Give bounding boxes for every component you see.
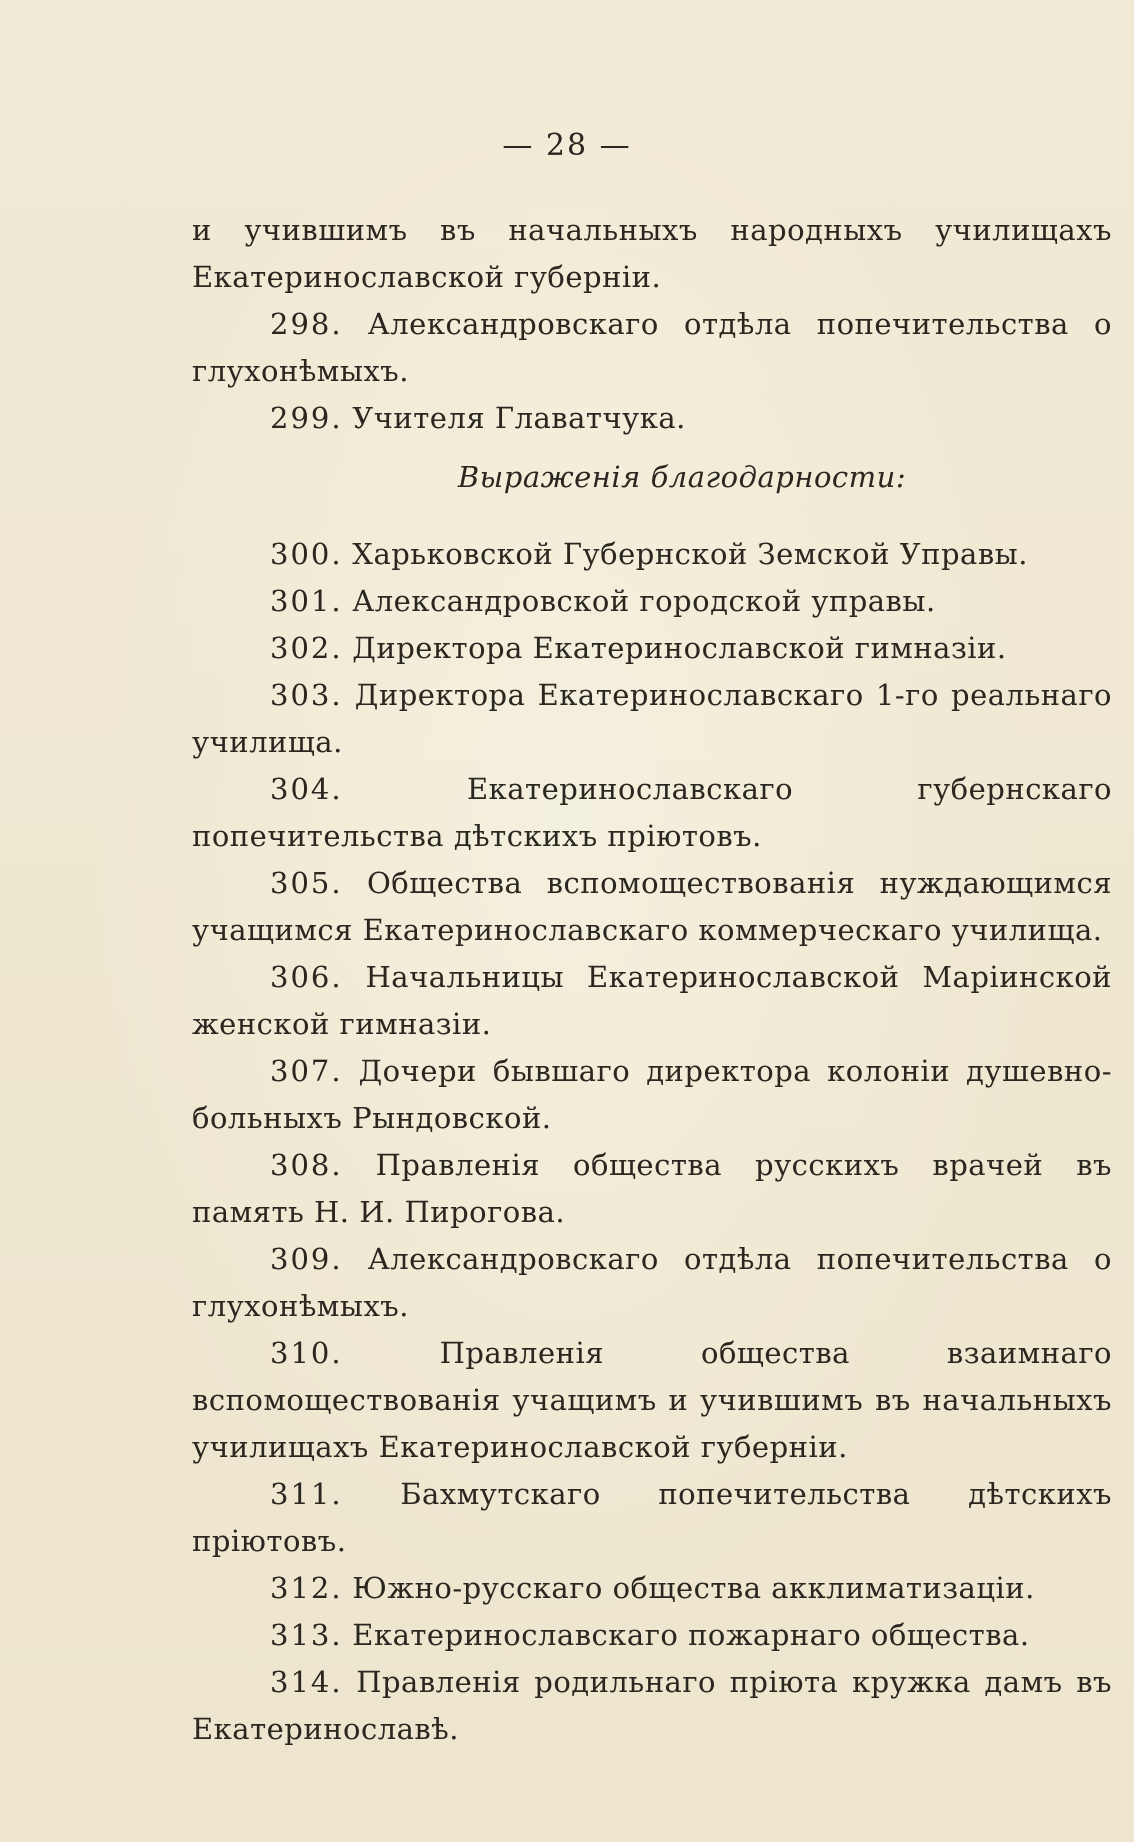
entry-number: 309. bbox=[270, 1242, 343, 1276]
entry-number: 305. bbox=[270, 866, 343, 900]
entry-298 bbox=[192, 301, 1112, 395]
entry-text: Общества вспомоществованія нуждающимся учащимся Екатеринославскаго коммерческаго училища. bbox=[192, 866, 1113, 947]
entry-text: Дочери бывшаго директора колоніи душевно-больныхъ Рындовской. bbox=[192, 1054, 1113, 1135]
page-number: — 28 — bbox=[502, 128, 632, 163]
entry-text: Харьковской Губернской Земской Управы. bbox=[352, 537, 1028, 571]
entry-number: 306. bbox=[270, 960, 343, 994]
entry-text: Александровскаго отдѣла попечительства о глухонѣмыхъ. bbox=[192, 307, 1112, 388]
entry-number: 300. bbox=[270, 537, 343, 571]
entry-305 bbox=[192, 860, 1112, 954]
entry-text: Екатеринославскаго губернскаго попечительства дѣтскихъ пріютовъ. bbox=[192, 772, 1112, 853]
entry-text: Бахмутскаго попечительства дѣтскихъ пріютовъ. bbox=[192, 1477, 1112, 1558]
entry-303 bbox=[192, 672, 1112, 766]
entries-after bbox=[192, 531, 1112, 1753]
entry-number: 314. bbox=[270, 1665, 343, 1699]
entry-text: Александровской городской управы. bbox=[352, 584, 936, 618]
entry-number: 304. bbox=[270, 772, 343, 806]
entry-text: Правленія общества русскихъ врачей въ память Н. И. Пирогова. bbox=[192, 1148, 1113, 1229]
entry-number: 307. bbox=[270, 1054, 343, 1088]
entry-number: 312. bbox=[270, 1571, 343, 1605]
entry-text: Начальницы Екатеринославской Маріинской женской гимназіи. bbox=[192, 960, 1113, 1041]
entry-number: 310. bbox=[270, 1336, 343, 1370]
entry-301 bbox=[192, 578, 1112, 625]
entry-text: Директора Екатеринославскаго 1-го реальнаго училища. bbox=[192, 678, 1113, 759]
entry-311 bbox=[192, 1471, 1112, 1565]
entry-number: 298. bbox=[270, 307, 343, 341]
entry-308 bbox=[192, 1142, 1112, 1236]
entry-text: Директора Екатеринославской гимназіи. bbox=[352, 631, 1007, 665]
entry-number: 311. bbox=[270, 1477, 343, 1511]
section-heading: Выраженія благодарности: bbox=[457, 460, 907, 494]
entry-number: 308. bbox=[270, 1148, 343, 1182]
entry-312 bbox=[192, 1565, 1112, 1612]
entry-302 bbox=[192, 625, 1112, 672]
entry-text: Южно-русскаго общества акклиматизаціи. bbox=[352, 1571, 1035, 1605]
page-content bbox=[192, 207, 1112, 1753]
entry-text: Екатеринославскаго пожарнаго общества. bbox=[352, 1618, 1030, 1652]
entry-309 bbox=[192, 1236, 1112, 1330]
entry-text: Правленія общества взаимнаго вспомоществованія учащимъ и учившимъ въ начальныхъ училищахъ Екатеринославской губерніи. bbox=[192, 1336, 1112, 1464]
entry-310 bbox=[192, 1330, 1112, 1471]
entries-before bbox=[192, 301, 1112, 442]
entry-number: 299. bbox=[270, 401, 343, 435]
entry-313 bbox=[192, 1612, 1112, 1659]
entry-text: Правленія родильнаго пріюта кружка дамъ въ Екатеринославѣ. bbox=[192, 1665, 1112, 1746]
intro-paragraph: и учившимъ въ начальныхъ народныхъ училищахъ Екатеринославской губерніи. bbox=[192, 213, 1112, 294]
entry-299 bbox=[192, 395, 1112, 442]
entry-text: Александровскаго отдѣла попечительства о глухонѣмыхъ. bbox=[192, 1242, 1112, 1323]
entry-306 bbox=[192, 954, 1112, 1048]
entry-300 bbox=[192, 531, 1112, 578]
entry-text: Учителя Главатчука. bbox=[352, 401, 686, 435]
entry-number: 313. bbox=[270, 1618, 343, 1652]
entry-number: 303. bbox=[270, 678, 343, 712]
entry-number: 302. bbox=[270, 631, 343, 665]
entry-307 bbox=[192, 1048, 1112, 1142]
entry-314 bbox=[192, 1659, 1112, 1753]
entry-number: 301. bbox=[270, 584, 343, 618]
entry-304 bbox=[192, 766, 1112, 860]
